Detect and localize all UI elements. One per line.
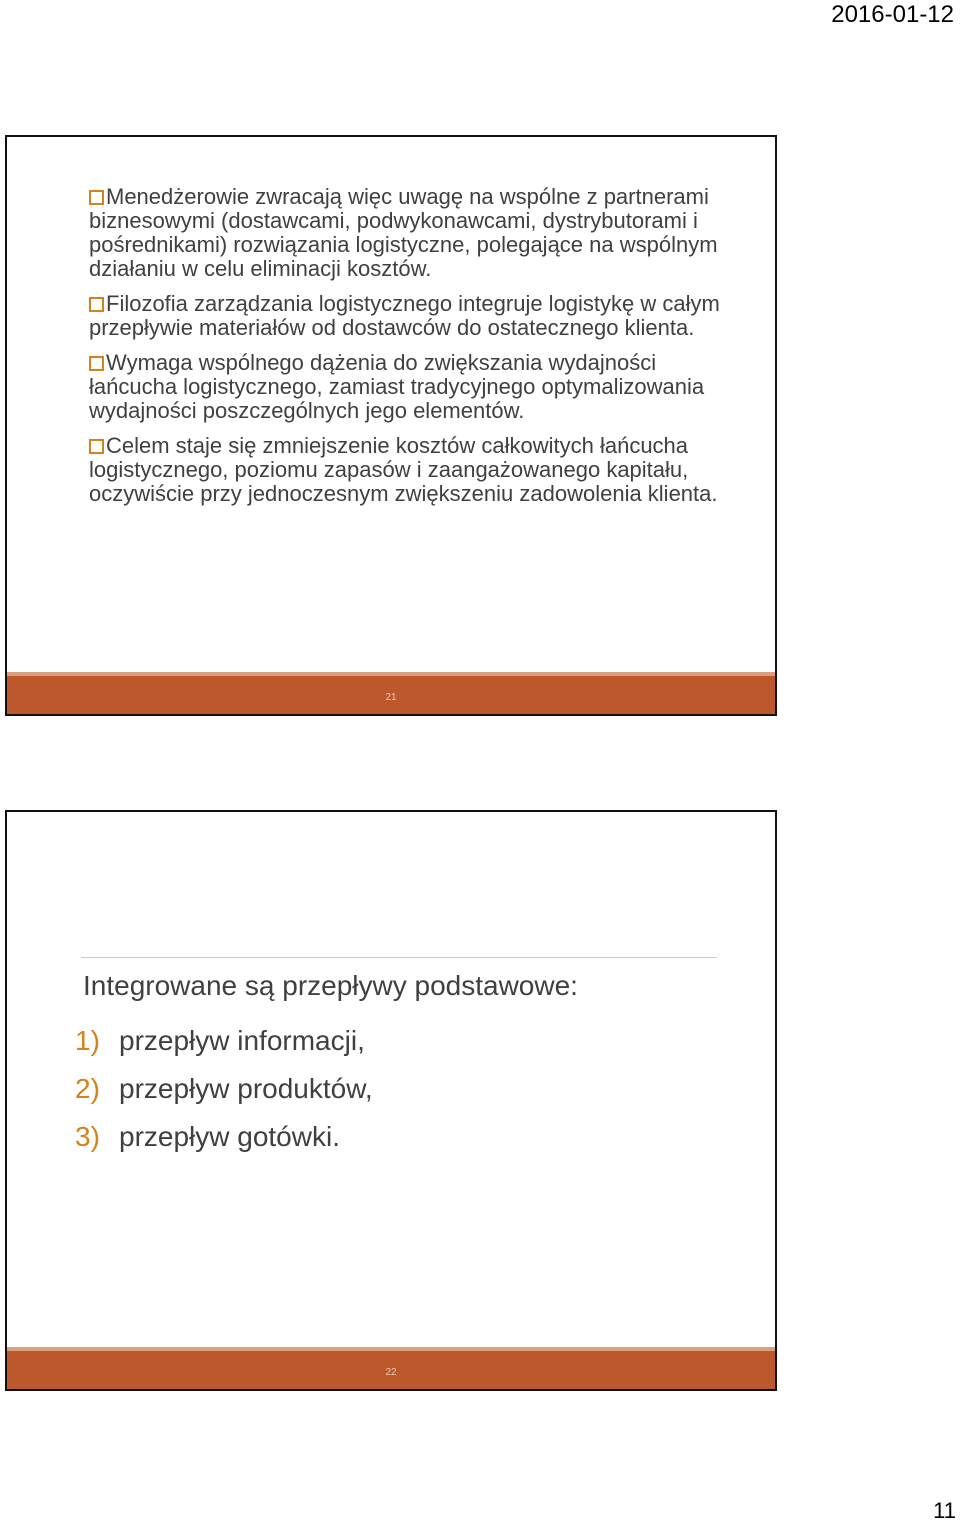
list-item-text: przepływ gotówki. xyxy=(119,1121,340,1152)
bullet-list xyxy=(89,185,729,517)
bullet-text: Filozofia zarządzania logistycznego integruje logistykę w całym przepływie materiałów od dostawców do ostatecznego klienta. xyxy=(89,291,720,340)
slide-footer-bar xyxy=(7,1347,775,1389)
slide-number: 22 xyxy=(385,1367,397,1378)
bullet-text: Celem staje się zmniejszenie kosztów całkowitych łańcucha logistycznego, poziomu zapasów i zaangażowanego kapitału, oczywiście przy jednoczesnym zwiększeniu zadowolenia klienta. xyxy=(89,433,718,506)
list-number: 2) xyxy=(75,1073,100,1104)
checkbox-bullet-icon xyxy=(89,190,104,205)
document-date: 2016-01-12 xyxy=(831,1,954,28)
bullet-item xyxy=(89,434,729,506)
list-item xyxy=(75,1065,373,1113)
bullet-item xyxy=(89,292,729,340)
slide-22 xyxy=(5,810,777,1391)
numbered-list xyxy=(75,1017,373,1161)
list-number: 1) xyxy=(75,1025,100,1056)
checkbox-bullet-icon xyxy=(89,356,104,371)
slide-heading: Integrowane są przepływy podstawowe: xyxy=(83,970,578,1001)
checkbox-bullet-icon xyxy=(89,439,104,454)
checkbox-bullet-icon xyxy=(89,297,104,312)
list-item xyxy=(75,1113,373,1161)
bullet-item xyxy=(89,185,729,281)
list-item-text: przepływ informacji, xyxy=(119,1025,365,1056)
divider xyxy=(81,957,717,958)
bullet-text: Wymaga wspólnego dążenia do zwiększania wydajności łańcucha logistycznego, zamiast tradycyjnego optymalizowania wydajności poszczególnych jego elementów. xyxy=(89,350,705,423)
list-item-text: przepływ produktów, xyxy=(119,1073,373,1104)
list-item xyxy=(75,1017,373,1065)
slide-number: 21 xyxy=(385,692,397,703)
page-number: 11 xyxy=(933,1498,956,1523)
bullet-text: Menedżerowie zwracają więc uwagę na wspólne z partnerami biznesowymi (dostawcami, podwykonawcami, dystrybutorami i pośrednikami) rozwiązania logistyczne, polegające na wspólnym działaniu w celu eliminacji kosztów. xyxy=(89,184,718,281)
bullet-item xyxy=(89,351,729,423)
slide-21 xyxy=(5,135,777,716)
slide-footer-bar xyxy=(7,672,775,714)
list-number: 3) xyxy=(75,1121,100,1152)
